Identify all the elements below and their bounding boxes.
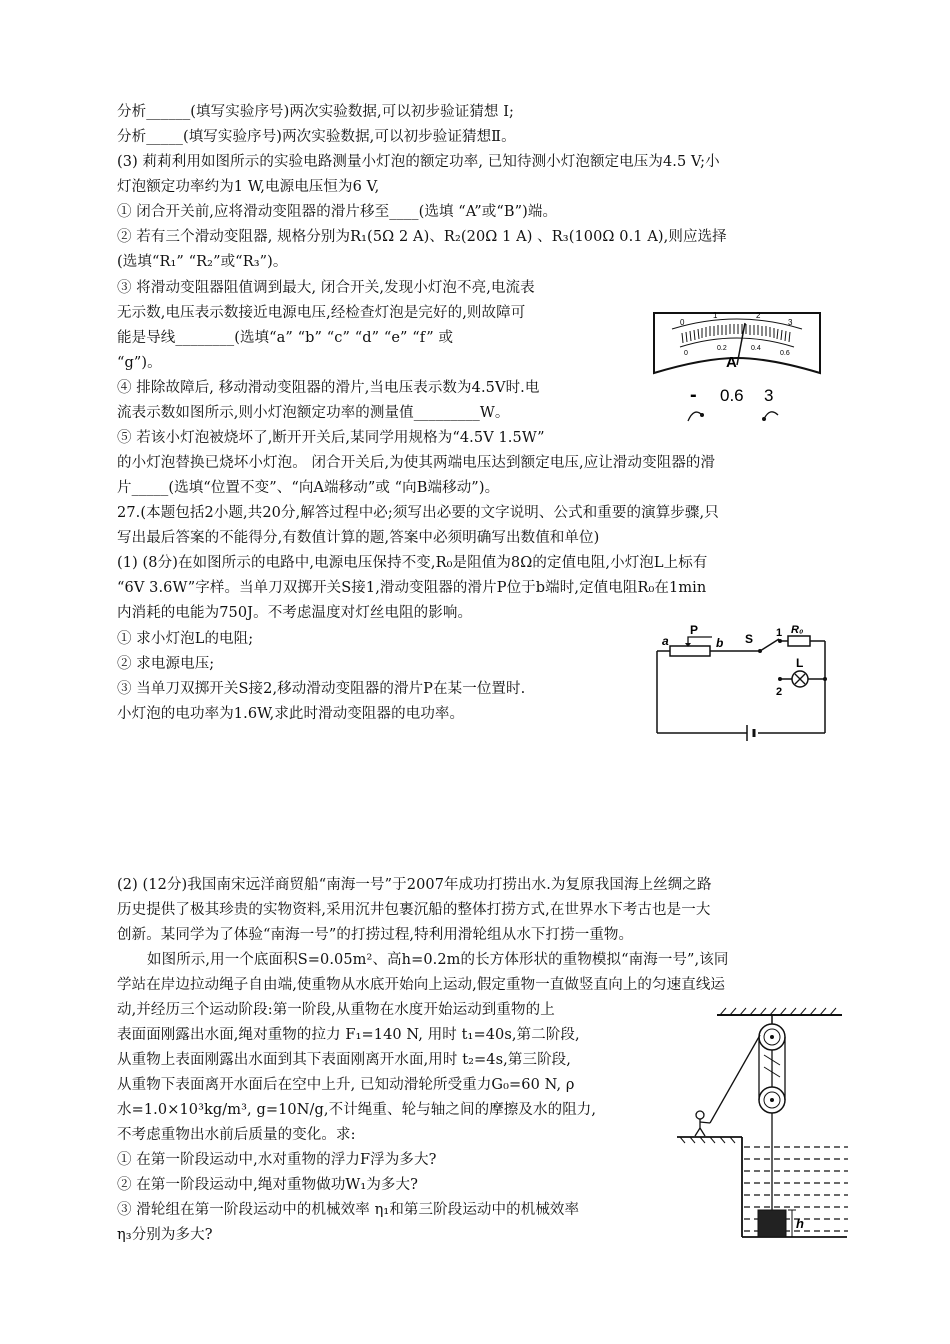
circuit-figure — [652, 623, 832, 753]
circuit-label-L: L — [796, 656, 804, 670]
text-line: 分析______(填写实验序号)两次实验数据,可以初步验证猜想 I; — [117, 104, 515, 120]
ammeter-bottom-scale-label: 0.4 — [751, 345, 761, 352]
ammeter-bottom-scale-label: 0.2 — [717, 345, 727, 352]
ammeter-figure — [650, 303, 825, 433]
text-line: 片_____(选填“位置不变”、“向A端移动”或 “向B端移动”)。 — [117, 480, 500, 496]
text-line: “6V 3.6W”字样。当单刀双掷开关S接1,滑动变阻器的滑片P位于b端时,定值电阻R₀在1min — [117, 580, 707, 596]
text-line: 分析_____(填写实验序号)两次实验数据,可以初步验证猜想Ⅱ。 — [117, 129, 516, 145]
ammeter-top-scale-label: 3 — [788, 318, 793, 327]
text-line: 流表示数如图所示,则小灯泡额定功率的测量值_________W。 — [117, 405, 510, 421]
text-line: ④ 排除故障后, 移动滑动变阻器的滑片,当电压表示数为4.5V时.电 — [117, 380, 540, 396]
text-line: 的小灯泡替换已烧坏小灯泡。 闭合开关后,为使其两端电压达到额定电压,应让滑动变阻器的滑 — [117, 455, 716, 471]
text-line: 内消耗的电能为750J。不考虑温度对灯丝电阻的影响。 — [117, 605, 473, 621]
text-line: ② 在第一阶段运动中,绳对重物做功W₁为多大? — [117, 1177, 419, 1193]
text-line: η₃分别为多大? — [117, 1227, 213, 1243]
text-line: 动,并经历三个运动阶段:第一阶段,从重物在水度开始运动到重物的上 — [117, 1002, 555, 1018]
ammeter-bottom-scale-label: 0 — [684, 350, 688, 357]
text-line: 创新。某同学为了体验“南海一号”的打捞过程,特利用滑轮组从水下打捞一重物。 — [117, 927, 634, 943]
ammeter-terminal-label: - — [690, 384, 697, 406]
text-line: ③ 滑轮组在第一阶段运动中的机械效率 η₁和第三阶段运动中的机械效率 — [117, 1202, 580, 1218]
circuit-label-a: a — [662, 634, 669, 648]
text-line: ① 在第一阶段运动中,水对重物的浮力F浮为多大? — [117, 1152, 437, 1168]
text-line: 不考虑重物出水前后质量的变化。求: — [117, 1127, 356, 1143]
text-line: ① 闭合开关前,应将滑动变阻器的滑片移至____(选填 “A”或“B”)端。 — [117, 204, 558, 220]
text-line: 历史提供了极其珍贵的实物资料,采用沉井包裹沉船的整体打捞方式,在世界水下考古也是一大 — [117, 902, 711, 918]
text-line: 能是导线________(选填“a” “b” “c” “d” “e” “f” 或 — [117, 330, 454, 346]
ammeter-terminal-label: 0.6 — [720, 386, 744, 405]
pulley-label-h: h — [796, 1216, 804, 1231]
text-line: ② 求电源电压; — [117, 656, 215, 672]
text-line: 从重物下表面离开水面后在空中上升, 已知动滑轮所受重力G₀=60 N, ρ — [117, 1077, 575, 1093]
ammeter-bottom-scale-label: 0.6 — [780, 350, 790, 357]
circuit-label-1: 1 — [776, 627, 783, 639]
text-line: (1) (8分)在如图所示的电路中,电源电压保持不变,R₀是阻值为8Ω的定值电阻,小灯泡L上标有 — [117, 555, 708, 571]
text-line: ⑤ 若该小灯泡被烧坏了,断开开关后,某同学用规格为“4.5V 1.5W” — [117, 430, 545, 446]
circuit-label-b: b — [716, 636, 724, 650]
ammeter-top-scale-label: 2 — [756, 311, 761, 320]
text-line: 27.(本题包括2小题,共20分,解答过程中必;须写出必要的文字说明、公式和重要的演算步骤,只 — [117, 505, 719, 521]
circuit-label-P: P — [690, 623, 699, 637]
text-line: (3) 莉莉利用如图所示的实验电路测量小灯泡的额定功率, 已知待测小灯泡额定电压为4.5 V;小 — [117, 154, 720, 170]
text-line: ① 求小灯泡L的电阻; — [117, 631, 254, 647]
text-line: “g”)。 — [117, 355, 162, 371]
text-line: ② 若有三个滑动变阻器, 规格分别为R₁(5Ω 2 A)、R₂(20Ω 1 A) 、R₃(100Ω 0.1 A),则应选择 — [117, 229, 727, 245]
text-line: 水=1.0×10³kg/m³, g=10N/g,不计绳重、轮与轴之间的摩擦及水的阻力, — [117, 1102, 597, 1118]
text-line: ③ 当单刀双掷开关S接2,移动滑动变阻器的滑片P在某一位置时. — [117, 681, 526, 697]
ammeter-top-scale-label: 1 — [713, 311, 718, 320]
ammeter-top-scale-label: 0 — [680, 318, 685, 327]
text-line: (选填“R₁” “R₂”或“R₃”)。 — [117, 254, 288, 270]
text-line: 小灯泡的电功率为1.6W,求此时滑动变阻器的电功率。 — [117, 706, 465, 722]
text-line: 学站在岸边拉动绳子自由端,使重物从水底开始向上运动,假定重物一直做竖直向上的匀速直线运 — [117, 977, 726, 993]
text-line: 表面面刚露出水面,绳对重物的拉力 F₁=140 N, 用时 t₁=40s,第二阶段, — [117, 1027, 580, 1043]
pulley-figure — [672, 1005, 852, 1245]
text-line: ③ 将滑动变阻器阻值调到最大, 闭合开关,发现小灯泡不亮,电流表 — [117, 280, 535, 296]
circuit-label-R0: R₀ — [791, 624, 804, 636]
text-line: 写出最后答案的不能得分,有数值计算的题,答案中必须明确写出数值和单位) — [117, 530, 600, 546]
text-line: 无示数,电压表示数接近电源电压,经检查灯泡是完好的,则故障可 — [117, 305, 526, 321]
text-line: 如图所示,用一个底面积S=0.05m²、高h=0.2m的长方体形状的重物模拟“南海一号”,该同 — [147, 952, 729, 968]
ammeter-unit: A — [726, 354, 737, 371]
text-line: (2) (12分)我国南宋远洋商贸船“南海一号”于2007年成功打捞出水.为复原我国海上丝绸之路 — [117, 877, 712, 893]
circuit-label-S: S — [745, 632, 754, 646]
text-line: 从重物上表面刚露出水面到其下表面刚离开水面,用时 t₂=4s,第三阶段, — [117, 1052, 571, 1068]
text-line: 灯泡额定功率约为1 W,电源电压恒为6 V, — [117, 179, 380, 195]
ammeter-terminal-label: 3 — [764, 386, 774, 405]
circuit-label-2: 2 — [776, 686, 783, 698]
